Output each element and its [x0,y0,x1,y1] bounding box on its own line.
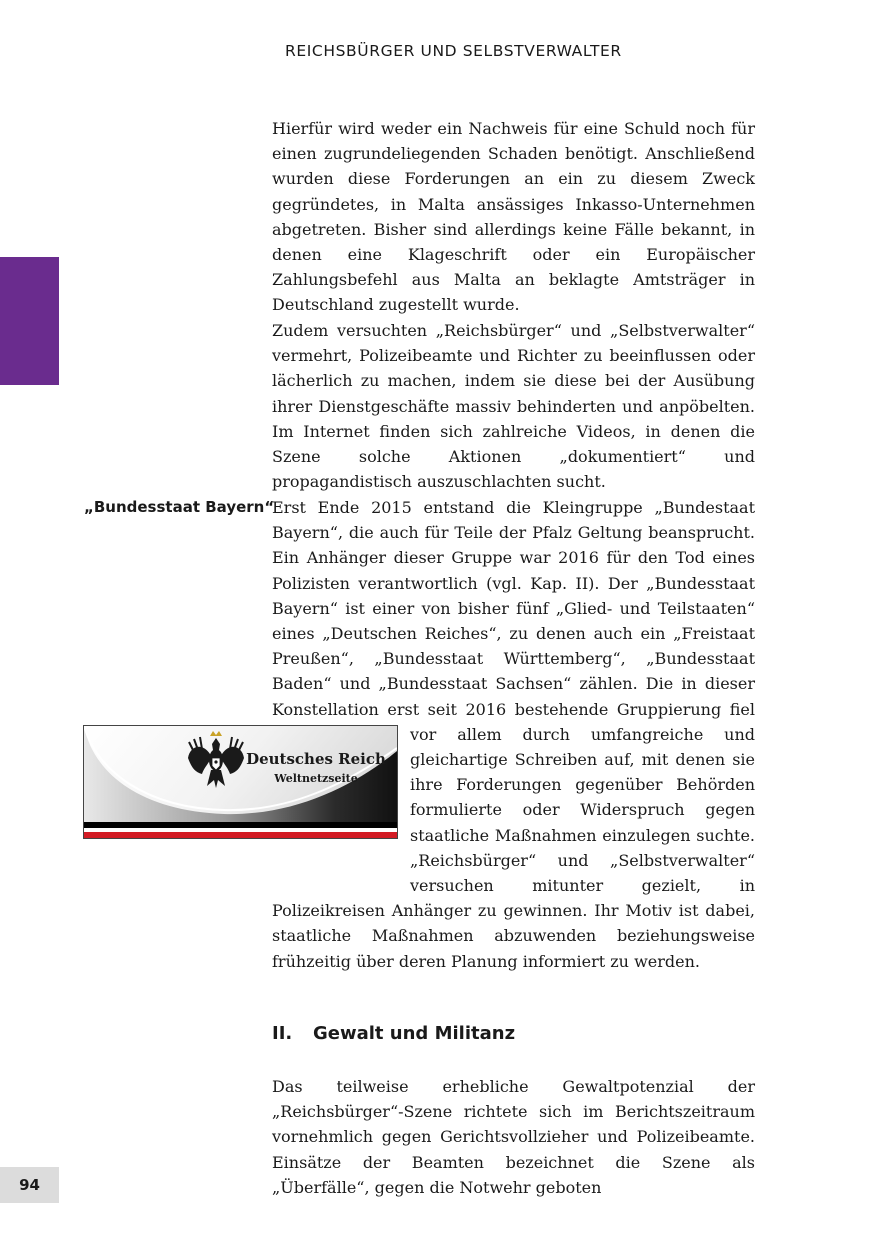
paragraph-3-text-after-image: umfangreiche und gleichartige Schreiben auf, mit denen sie ihre Forderungen gegenüber Behörden formulierte oder Widerspruch gegen staatliche Maßnahmen einzulegen suchte. „Reichsbürger“ und „Selbstverwalter“ versuchen mitunter gezielt, in Polizeikreisen Anhänger zu gewinnen. Ihr Motiv ist dabei, staatliche Maßnahmen abzuwenden beziehungsweise frühzeitig über deren Planung informiert zu werden. [272,724,756,971]
paragraph-2: Zudem versuchten „Reichsbürger“ und „Selbstverwalter“ vermehrt, Polizeibeamte und Richter zu beeinflussen oder lächerlich zu machen, indem sie diese bei der Ausübung ihrer Dienstgeschäfte massiv behinderten und anpöbelten. Im Internet finden sich zahlreiche Videos, in denen die Szene solche Aktionen „dokumentiert“ und propagandistisch auszuschlachten sucht. [272,321,755,492]
margin-heading: „Bundesstaat Bayern“ [84,498,275,516]
running-head: REICHSBÜRGER UND SELBSTVERWALTER [285,42,622,60]
deutsches-reich-banner-image [83,725,398,839]
banner-graphic [84,726,397,838]
paragraph-3-text-before-image: Erst Ende 2015 entstand die Kleingruppe „Bundestaat Bayern“, die auch für Teile der Pfalz Geltung beansprucht. Ein Anhänger dieser Gruppe war 2016 für den Tod eines Polizisten verantwortlich (vgl. Kap. II). Der „Bundesstaat Bayern“ ist einer von bisher fünf „Glied- und Teilstaaten“ eines „Deutschen Reiches“, zu denen auch ein „Freistaat Preußen“, „Bundesstaat Württemberg“, „Bundesstaat Baden“ und „Bundesstaat Sachsen“ zählen. Die in dieser Konstellation erst seit 2016 bestehende Gruppierung fiel vor allem durch [272,498,755,744]
section-title: Gewalt und Militanz [313,1023,516,1044]
section-heading [272,1021,515,1047]
flag-stripe-white [84,828,397,832]
flag-stripe-black [84,822,397,828]
banner-title: Deutsches Reich [246,750,386,768]
section-number: II. [272,1023,293,1044]
flag-stripe-red [84,832,397,838]
paragraph-4: Das teilweise erhebliche Gewaltpotenzial der „Reichsbürger“-Szene richtete sich im Berichtszeitraum vornehmlich gegen Gerichtsvollzieher und Polizeibeamte. Einsätze der Beamten bezeichnet die Szene als „Überfälle“, gegen die Notwehr geboten [272,1077,755,1197]
page-number [0,1167,59,1203]
chapter-side-tab [0,257,59,385]
paragraph-1: Hierfür wird weder ein Nachweis für eine Schuld noch für einen zugrundeliegenden Schaden benötigt. Anschließend wurden diese Forderungen an ein zu diesem Zweck gegründetes, in Malta ansässiges Inkasso-Unternehmen abgetreten. Bisher sind allerdings keine Fälle bekannt, in denen eine Klageschrift oder ein Europäischer Zahlungsbefehl aus Malta an beklagte Amtsträger in Deutschland zugestellt wurde. [272,119,755,315]
banner-subtitle: Weltnetzseite [274,772,358,785]
page-number-label: 94 [19,1176,40,1194]
flag-stripes [84,822,397,838]
